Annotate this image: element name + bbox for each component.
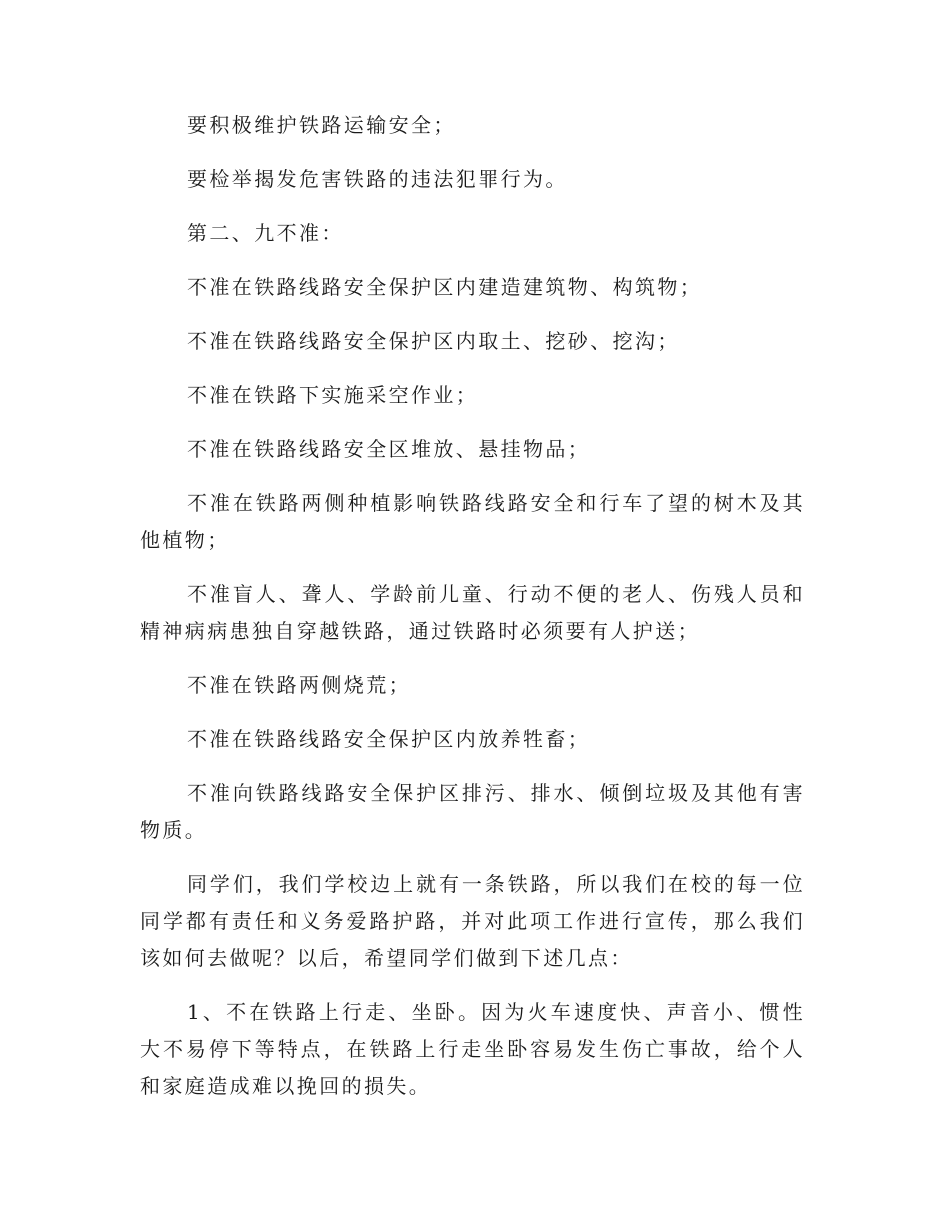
paragraph-14: 1、不在铁路上行走、坐卧。因为火车速度快、声音小、惯性大不易停下等特点，在铁路上行走坐卧容易发生伤亡事故，给个人和家庭造成难以挽回的损失。 [140,1000,805,1098]
paragraph-6: 不准在铁路下实施采空作业； [187,383,479,407]
paragraph-3: 第二、九不准： [187,221,344,245]
paragraph-1: 要积极维护铁路运输安全； [187,113,456,137]
paragraph-2: 要检举揭发危害铁路的违法犯罪行为。 [187,167,568,191]
paragraph-10: 不准在铁路两侧烧荒； [187,673,411,697]
paragraph-8: 不准在铁路两侧种植影响铁路线路安全和行车了望的树木及其他植物； [140,491,805,552]
paragraph-13: 同学们，我们学校边上就有一条铁路，所以我们在校的每一位同学都有责任和义务爱路护路，并对此项工作进行宣传，那么我们该如何去做呢？以后，希望同学们做到下述几点： [140,872,805,970]
paragraph-4: 不准在铁路线路安全保护区内建造建筑物、构筑物； [187,275,703,299]
paragraph-11: 不准在铁路线路安全保护区内放养牲畜； [187,727,591,751]
paragraph-9: 不准盲人、聋人、学龄前儿童、行动不便的老人、伤残人员和精神病病患独自穿越铁路，通过铁路时必须要有人护送； [140,582,805,643]
document-page [140,107,805,1122]
paragraph-5: 不准在铁路线路安全保护区内取土、挖砂、挖沟； [187,329,680,353]
paragraph-12: 不准向铁路线路安全保护区排污、排水、倾倒垃圾及其他有害物质。 [140,781,805,842]
paragraph-7: 不准在铁路线路安全区堆放、悬挂物品； [187,437,591,461]
